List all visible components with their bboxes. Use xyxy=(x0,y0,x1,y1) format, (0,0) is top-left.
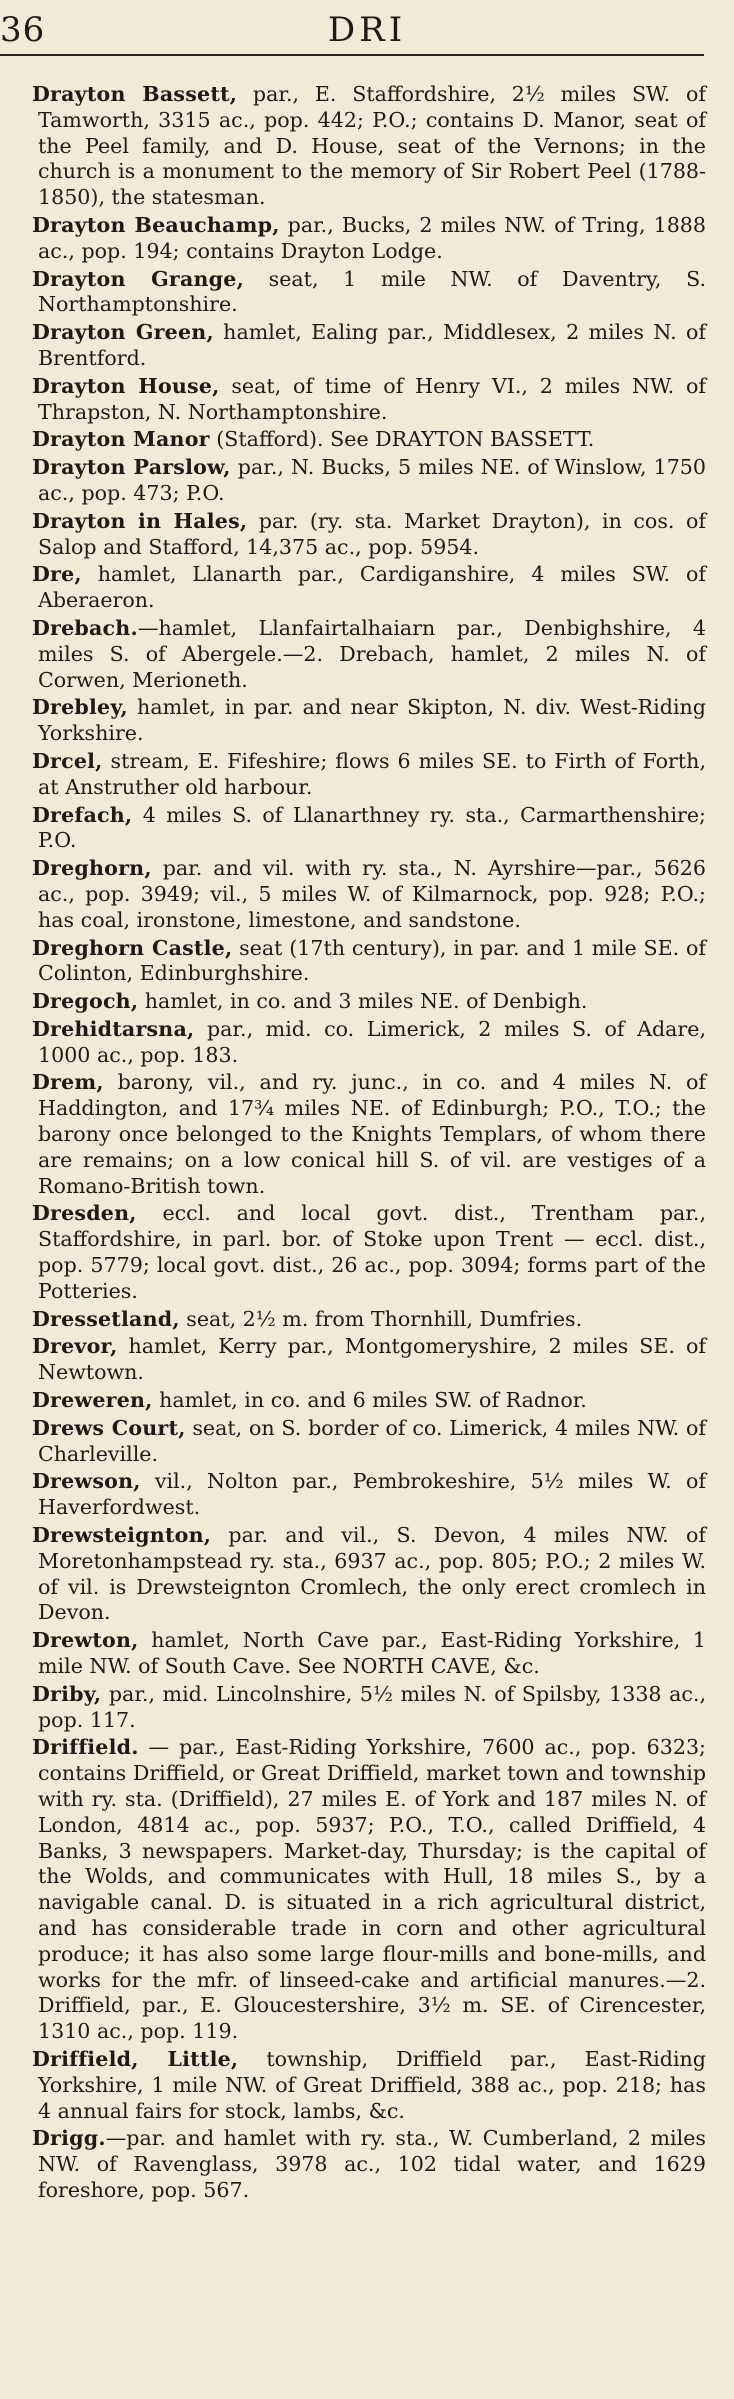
entry-headword: Drcel, xyxy=(32,748,103,773)
entry-text: township, Driffield par., East-Riding Yorkshire, 1 mile NW. of Great Driffield, 388 ac., pop. 218; has 4 annual fairs for stock, lambs, &c. xyxy=(38,2046,706,2123)
entry-headword: Drewson, xyxy=(32,1469,141,1494)
entry-text: 4 miles S. of Llanarthney ry. sta., Carmarthenshire; P.O. xyxy=(38,802,706,853)
entry-text: vil., Nolton par., Pembrokeshire, 5½ miles W. of Haverfordwest. xyxy=(38,1469,706,1520)
entry xyxy=(32,1682,706,1734)
entry xyxy=(32,616,706,693)
entry-text: —par. and hamlet with ry. sta., W. Cumberland, 2 miles NW. of Ravenglass, 3978 ac., 102 tidal water, and 1629 foreshore, pop. 567. xyxy=(38,2126,706,2202)
entry xyxy=(32,803,706,855)
entry-headword: Drem, xyxy=(32,1070,104,1095)
entry xyxy=(32,2126,706,2203)
entry-text: par. and vil., S. Devon, 4 miles NW. of Moretonhampstead ry. sta., 6937 ac., pop. 805; P.O.; 2 miles W. of vil. is Drewsteignton Cromlech, the only erect cromlech in Devon. xyxy=(38,1523,706,1625)
header-rule xyxy=(0,54,704,56)
entry-headword: Dreghorn Castle, xyxy=(32,935,233,960)
entry-text: seat, on S. border of co. Limerick, 4 miles NW. of Charleville. xyxy=(38,1415,706,1466)
entry-headword: Drebach. xyxy=(32,615,138,640)
entry-headword: Drayton Manor xyxy=(32,427,210,452)
entry-headword: Drayton Parslow, xyxy=(32,455,231,480)
entry-text: par. and vil. with ry. sta., N. Ayrshire—par., 5626 ac., pop. 3949; vil., 5 miles W. of Kilmarnock, pop. 928; P.O.; has coal, ironstone, limestone, and sandstone. xyxy=(38,856,706,932)
entry-headword: Drayton Beauchamp, xyxy=(32,212,280,237)
entry-text: — par., East-Riding Yorkshire, 7600 ac., pop. 6323; contains Driffield, or Great Driffield, market town and township with ry. sta. (Driffield), 27 miles E. of York and 187 miles N. of London, 4814 ac., pop. 5937; P.O., T.O., called Driffield, 4 Banks, 3 newspapers. Market-day, Thursday; is the capital of the Wolds, and communicates with Hull, 18 miles S., by a navigable canal. D. is situated in a rich agricultural district, and has considerable trade in corn and other agricultural produce; it has also some large flour-mills and bone-mills, and works for the mfr. of linseed-cake and artificial manures.—2. Driffield, par., E. Gloucestershire, 3½ m. SE. of Cirencester, 1310 ac., pop. 119. xyxy=(38,1735,706,2044)
entry-text: barony, vil., and ry. junc., in co. and 4 miles N. of Haddington, and 17¾ miles NE. of Edinburgh; P.O., T.O.; the barony once belonged to the Knights Templars, of whom there are remains; on a low conical hill S. of vil. are vestiges of a Romano-British town. xyxy=(38,1070,706,1198)
entry-text: seat (17th century), in par. and 1 mile SE. of Colinton, Edinburghshire. xyxy=(38,935,706,986)
entry xyxy=(32,1334,706,1386)
entry-headword: Dressetland, xyxy=(32,1306,180,1331)
entry-headword: Drayton Grange, xyxy=(32,266,244,291)
entry-text: seat, 2½ m. from Thornhill, Dumfries. xyxy=(179,1306,583,1331)
entry-headword: Drayton Bassett, xyxy=(32,82,238,106)
entry-headword: Drayton House, xyxy=(32,373,220,398)
entry-headword: Driffield. xyxy=(32,1735,139,1760)
entry xyxy=(32,455,706,507)
entry xyxy=(32,562,706,614)
entry-headword: Dresden, xyxy=(32,1201,137,1226)
entry-text: hamlet, in co. and 6 miles SW. of Radnor. xyxy=(152,1388,587,1413)
entry xyxy=(32,1070,706,1199)
entry-text: par., mid. Lincolnshire, 5½ miles N. of Spilsby, 1338 ac., pop. 117. xyxy=(38,1681,706,1732)
entry xyxy=(32,856,706,933)
entry-list xyxy=(32,82,706,2206)
entry xyxy=(32,320,706,372)
entry-text: hamlet, Kerry par., Montgomeryshire, 2 miles SE. of Newtown. xyxy=(38,1334,706,1385)
entry-headword: Drebley, xyxy=(32,695,128,720)
entry-headword: Driby, xyxy=(32,1681,102,1706)
entry-headword: Drevor, xyxy=(32,1334,118,1359)
entry xyxy=(32,1628,706,1680)
entry-text: par., mid. co. Limerick, 2 miles S. of Adare, 1000 ac., pop. 183. xyxy=(38,1016,706,1067)
entry-headword: Drehidtarsna, xyxy=(32,1016,195,1041)
entry-headword: Drigg. xyxy=(32,2126,106,2151)
entry-headword: Dreghorn, xyxy=(32,856,152,881)
entry xyxy=(32,374,706,426)
entry-headword: Driffield, Little, xyxy=(32,2046,239,2071)
entry-headword: Drewsteignton, xyxy=(32,1523,212,1548)
entry-headword: Dre, xyxy=(32,562,82,587)
entry xyxy=(32,1523,706,1626)
entry-headword: Drayton Green, xyxy=(32,320,214,345)
entry xyxy=(32,1017,706,1069)
entry xyxy=(32,989,706,1015)
entry-text: hamlet, North Cave par., East-Riding Yorkshire, 1 mile NW. of South Cave. See NORTH CAVE, &c. xyxy=(38,1628,706,1679)
entry-text: hamlet, in co. and 3 miles NE. of Denbigh. xyxy=(138,989,588,1014)
entry-headword: Dregoch, xyxy=(32,989,139,1014)
entry-text: par., E. Staffordshire, 2½ miles SW. of Tamworth, 3315 ac., pop. 442; P.O.; contains D. Manor, seat of the Peel family, and D. House, seat of the Vernons; in the church is a monument to the memory of Sir Robert Peel (1788-1850), the statesman. xyxy=(38,82,706,210)
entry-headword: Drayton in Hales, xyxy=(32,508,248,533)
entry-text: hamlet, Ealing par., Middlesex, 2 miles N. of Brentford. xyxy=(38,320,706,370)
entry-headword: Dreweren, xyxy=(32,1388,153,1413)
entry xyxy=(32,1416,706,1468)
entry xyxy=(32,1201,706,1304)
entry-headword: Drefach, xyxy=(32,802,133,827)
entry-headword: Drews Court, xyxy=(32,1415,186,1440)
running-head: DRI xyxy=(327,10,407,50)
entry xyxy=(32,1469,706,1521)
entry-text: seat, 1 mile NW. of Daventry, S. Northamptonshire. xyxy=(38,266,706,317)
entry xyxy=(32,267,706,319)
entry-text: par., N. Bucks, 5 miles NE. of Winslow, 1750 ac., pop. 473; P.O. xyxy=(38,455,706,505)
page-number: 36 xyxy=(0,10,46,50)
entry xyxy=(32,1307,706,1333)
entry xyxy=(32,749,706,801)
entry-text: seat, of time of Henry VI., 2 miles NW. of Thrapston, N. Northamptonshire. xyxy=(38,373,706,424)
entry-text: eccl. and local govt. dist., Trentham par., Staffordshire, in parl. bor. of Stoke upon Trent — eccl. dist., pop. 5779; local govt. dist., 26 ac., pop. 3094; forms part of the Potteries. xyxy=(38,1201,706,1303)
entry xyxy=(32,427,706,453)
entry xyxy=(32,936,706,988)
entry xyxy=(32,1735,706,2045)
entry-text: (Stafford). See DRAYTON BASSETT. xyxy=(209,427,595,452)
entry-headword: Drewton, xyxy=(32,1628,139,1653)
entry xyxy=(32,213,706,265)
entry-text: par. (ry. sta. Market Drayton), in cos. of Salop and Stafford, 14,375 ac., pop. 5954. xyxy=(38,508,706,559)
entry xyxy=(32,509,706,561)
entry xyxy=(32,82,706,211)
entry-text: stream, E. Fifeshire; flows 6 miles SE. to Firth of Forth, at Anstruther old harbour. xyxy=(38,748,706,799)
entry xyxy=(32,695,706,747)
entry-text: hamlet, in par. and near Skipton, N. div. West-Riding Yorkshire. xyxy=(38,695,706,746)
entry-text: par., Bucks, 2 miles NW. of Tring, 1888 ac., pop. 194; contains Drayton Lodge. xyxy=(38,212,706,263)
entry-text: —hamlet, Llanfairtalhaiarn par., Denbighshire, 4 miles S. of Abergele.—2. Drebach, hamlet, 2 miles N. of Corwen, Merioneth. xyxy=(38,615,706,692)
page-header xyxy=(0,0,734,58)
entry xyxy=(32,2047,706,2124)
entry xyxy=(32,1388,706,1414)
entry-text: hamlet, Llanarth par., Cardiganshire, 4 miles SW. of Aberaeron. xyxy=(38,562,706,613)
